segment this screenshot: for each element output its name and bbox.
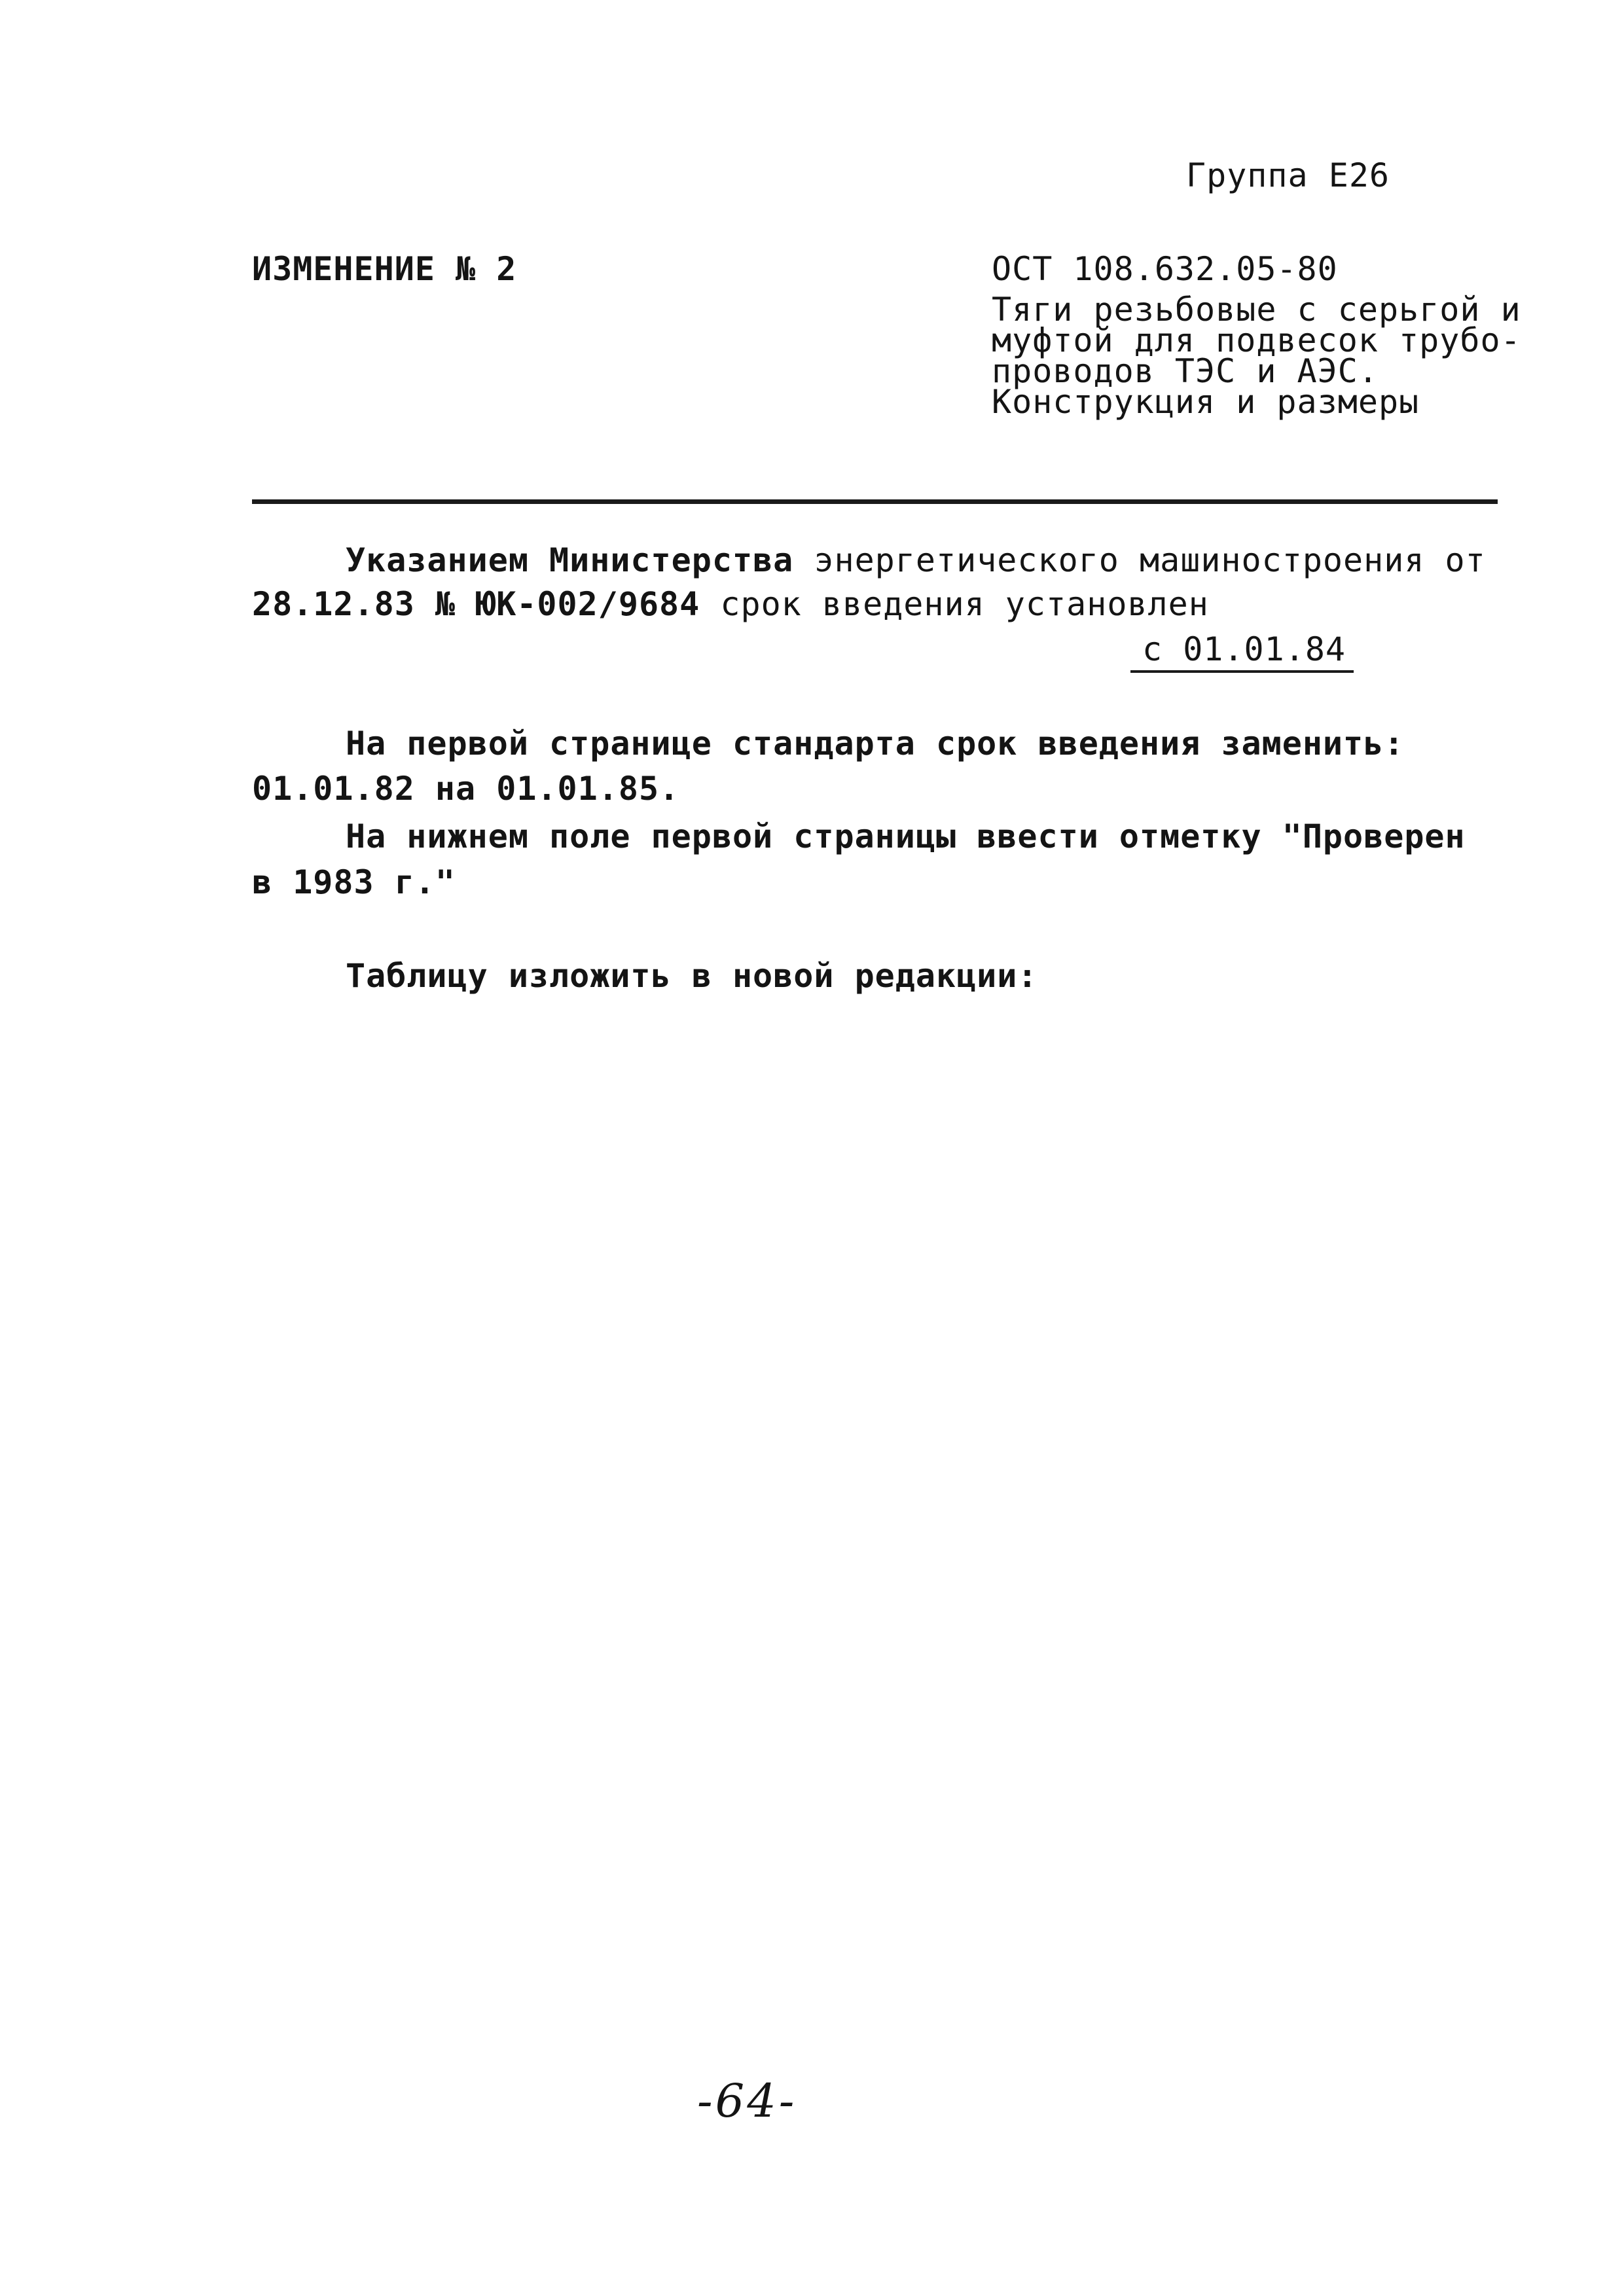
- standard-number: ОСТ 108.632.05-80: [992, 250, 1338, 288]
- standard-title-line: проводов ТЭС и АЭС.: [992, 352, 1379, 390]
- table-instruction: Таблицу изложить в новой редакции:: [346, 957, 1038, 995]
- standard-title-line: муфтой для подвесок трубо-: [992, 321, 1521, 359]
- first-page-instruction: На первой странице стандарта срок введения заменить:: [346, 725, 1405, 762]
- directive-line-2: [252, 586, 1209, 622]
- verification-year: в 1983 г.": [252, 863, 456, 901]
- header-divider: [252, 499, 1498, 504]
- effective-date: с 01.01.84: [1130, 631, 1354, 673]
- verification-instruction: На нижнем поле первой страницы ввести отметку "Проверен: [346, 817, 1466, 855]
- standard-title-line: Тяги резьбовые с серьгой и: [992, 291, 1521, 329]
- standard-title-line: Конструкция и размеры: [992, 383, 1420, 421]
- directive-source: Указанием Министерства: [346, 541, 794, 579]
- group-label: Группа Е26: [1186, 156, 1390, 194]
- directive-text-2: срок введения установлен: [700, 585, 1209, 623]
- page-number: -64-: [697, 2074, 797, 2128]
- change-label: ИЗМЕНЕНИЕ № 2: [252, 250, 517, 288]
- directive-line-1: [346, 542, 1486, 579]
- directive-text: энергетического машиностроения от: [793, 541, 1486, 579]
- date-replacement: 01.01.82 на 01.01.85.: [252, 770, 680, 808]
- directive-reference: 28.12.83 № ЮК-002/9684: [252, 585, 700, 623]
- standard-title: [992, 291, 1521, 421]
